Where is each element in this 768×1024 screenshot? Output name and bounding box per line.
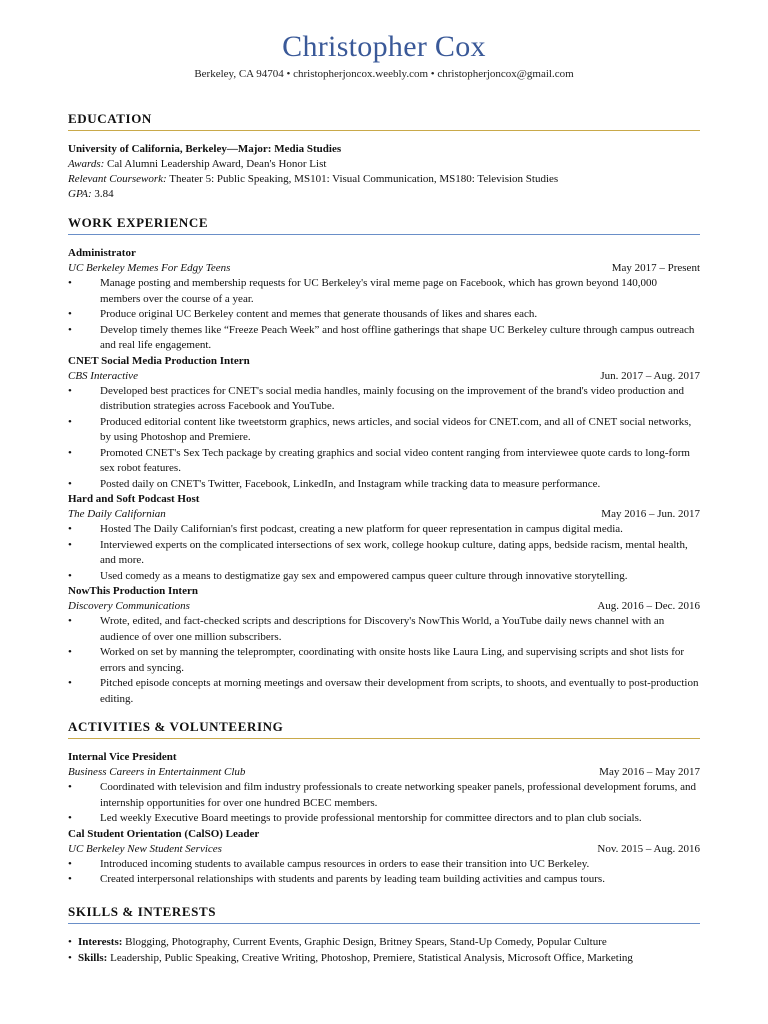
contact-line: Berkeley, CA 94704 • christopherjoncox.weebly.com • christopherjoncox@gmail.com bbox=[194, 68, 574, 80]
list-item: • Produce original UC Berkeley content and memes that generate thousands of likes and shares each. bbox=[68, 307, 700, 323]
list-item: • Interviewed experts on the complicated intersections of sex work, college hookup culture, dating apps, bedside racism, mental health, and more. bbox=[68, 538, 700, 569]
list-item: • Developed best practices for CNET's social media handles, mainly focusing on the improvement of the brand's video production and distribution strategies across Facebook and YouTube. bbox=[68, 384, 700, 415]
gpa-line: GPA: 3.84 bbox=[68, 188, 114, 200]
list-item: • Introduced incoming students to available campus resources in orders to ease their transition into UC Berkeley. bbox=[68, 857, 700, 873]
job-entry bbox=[68, 246, 700, 354]
skills-section bbox=[68, 903, 700, 966]
activity-bullets bbox=[68, 780, 700, 827]
job-org: UC Berkeley Memes For Edgy Teens bbox=[68, 262, 231, 274]
activity-dates: May 2016 – May 2017 bbox=[599, 766, 700, 778]
job-org-row bbox=[68, 369, 700, 384]
skills-list bbox=[68, 935, 700, 966]
activity-entry bbox=[68, 750, 700, 827]
list-item: • Manage posting and membership requests for UC Berkeley's viral meme page on Facebook, which has grown beyond 140,000 members over the course of a year. bbox=[68, 276, 700, 307]
job-role: NowThis Production Intern bbox=[68, 585, 198, 597]
job-org-row bbox=[68, 507, 700, 522]
work-section bbox=[68, 214, 700, 707]
job-bullets bbox=[68, 384, 700, 493]
coursework-line: Relevant Coursework: Theater 5: Public Speaking, MS101: Visual Communication, MS180: Television Studies bbox=[68, 173, 559, 185]
skills-item: • Skills: Leadership, Public Speaking, Creative Writing, Photoshop, Premiere, Statistical Analysis, Microsoft Office, Marketing bbox=[68, 951, 700, 967]
activity-role: Internal Vice President bbox=[68, 751, 177, 763]
school-name: University of California, Berkeley—Major: Media Studies bbox=[68, 143, 342, 155]
job-bullets bbox=[68, 614, 700, 707]
activity-org-row bbox=[68, 842, 700, 857]
job-dates: May 2017 – Present bbox=[611, 262, 700, 274]
job-bullets bbox=[68, 522, 700, 584]
job-org-row bbox=[68, 599, 700, 614]
awards-line: Awards: Cal Alumni Leadership Award, Dean's Honor List bbox=[68, 158, 327, 170]
education-section bbox=[68, 110, 700, 202]
list-item: • Coordinated with television and film industry professionals to create networking speaker panels, professional development forums, and internship opportunities for over one hundred BCEC members. bbox=[68, 780, 700, 811]
list-item: • Develop timely themes like “Freeze Peach Week” and host offline gatherings that shape UC Berkeley culture through campus outreach and real life engagement. bbox=[68, 323, 700, 354]
job-org: CBS Interactive bbox=[68, 369, 138, 382]
job-role: CNET Social Media Production Intern bbox=[68, 354, 250, 367]
list-item: • Led weekly Executive Board meetings to provide professional mentorship for committee directors and to plan club socials. bbox=[68, 811, 700, 827]
list-item: • Produced editorial content like tweetstorm graphics, news articles, and social videos for CNET.com, and all of CNET social networks, by using Photoshop and Premiere. bbox=[68, 415, 700, 446]
list-item: • Promoted CNET's Sex Tech package by creating graphics and social video content ranging from interviewee quote cards to long-form sex robot features. bbox=[68, 446, 700, 477]
list-item: • Hosted The Daily Californian's first podcast, creating a new platform for queer representation in campus digital media. bbox=[68, 522, 700, 538]
job-entry bbox=[68, 584, 700, 707]
activity-role: Cal Student Orientation (CalSO) Leader bbox=[68, 827, 260, 840]
interests-item: • Interests: Blogging, Photography, Current Events, Graphic Design, Britney Spears, Stand-Up Comedy, Popular Culture bbox=[68, 935, 700, 951]
section-heading: EDUCATION bbox=[68, 111, 152, 126]
job-dates: Jun. 2017 – Aug. 2017 bbox=[600, 369, 700, 382]
job-dates: May 2016 – Jun. 2017 bbox=[601, 508, 700, 520]
job-entry bbox=[68, 492, 700, 584]
section-heading: ACTIVITIES & VOLUNTEERING bbox=[68, 719, 284, 734]
activity-bullets bbox=[68, 857, 700, 888]
job-org: Discovery Communications bbox=[68, 600, 190, 612]
list-item: • Wrote, edited, and fact-checked scripts and descriptions for Discovery's NowThis World, a YouTube daily news channel with an audience of over one million subscribers. bbox=[68, 614, 700, 645]
section-heading: SKILLS & INTERESTS bbox=[68, 904, 217, 919]
job-bullets bbox=[68, 276, 700, 354]
list-item: • Worked on set by manning the teleprompter, coordinating with onsite hosts like Laura Ling, and supervising scripts and shot lists for errors and syncing. bbox=[68, 645, 700, 676]
job-entry bbox=[68, 354, 700, 493]
list-item: • Pitched episode concepts at morning meetings and oversaw their development from scripts, to shoots, and eventually to post-production editing. bbox=[68, 676, 700, 707]
activity-entry bbox=[68, 827, 700, 888]
activity-dates: Nov. 2015 – Aug. 2016 bbox=[597, 842, 700, 855]
job-role: Administrator bbox=[68, 247, 136, 259]
job-dates: Aug. 2016 – Dec. 2016 bbox=[597, 600, 700, 612]
activity-org-row bbox=[68, 765, 700, 780]
list-item: • Used comedy as a means to destigmatize gay sex and empowered campus queer culture through innovative storytelling. bbox=[68, 569, 700, 585]
activity-org: UC Berkeley New Student Services bbox=[68, 842, 222, 855]
section-heading: WORK EXPERIENCE bbox=[68, 215, 209, 230]
list-item: • Posted daily on CNET's Twitter, Facebook, LinkedIn, and Instagram while tracking data to measure performance. bbox=[68, 477, 700, 493]
job-org-row bbox=[68, 261, 700, 276]
job-role: Hard and Soft Podcast Host bbox=[68, 493, 200, 505]
activities-section bbox=[68, 718, 700, 888]
list-item: • Created interpersonal relationships with students and parents by leading team building activities and campus tours. bbox=[68, 872, 700, 888]
resume-name: Christopher Cox bbox=[282, 30, 486, 63]
activity-org: Business Careers in Entertainment Club bbox=[68, 766, 246, 778]
job-org: The Daily Californian bbox=[68, 508, 166, 520]
